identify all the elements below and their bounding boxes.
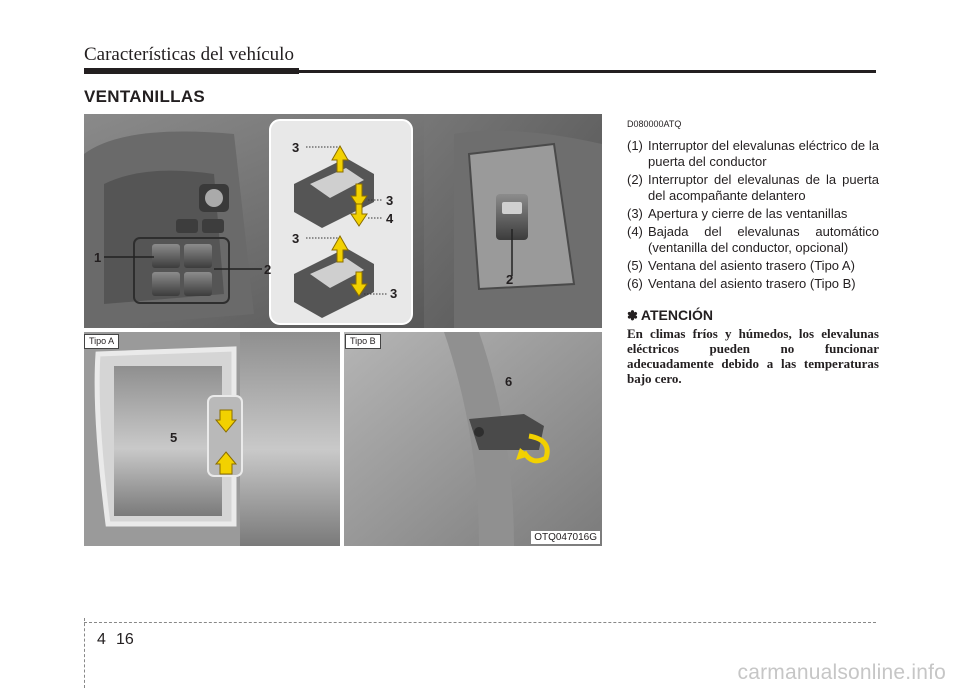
- header-title: Características del vehículo: [84, 44, 294, 65]
- page-chapter: 4: [97, 631, 106, 648]
- callout-2-passenger: 2: [506, 272, 514, 287]
- list-item-label: Ventana del asiento trasero (Tipo B): [648, 276, 856, 291]
- page-number: 16: [116, 631, 134, 648]
- list-item-number: (1): [627, 138, 643, 153]
- callout-3-bottom: 3: [390, 286, 398, 301]
- list-item-label: Ventana del asiento trasero (Tipo A): [648, 258, 855, 273]
- callout-5: 5: [170, 430, 178, 445]
- list-item-number: (3): [627, 206, 643, 221]
- figure-illustration: [84, 114, 602, 546]
- caution-title: [627, 307, 879, 324]
- callout-3-top: 3: [292, 140, 300, 155]
- footer-vertical-rule: [84, 618, 85, 688]
- list-item: [627, 276, 879, 292]
- list-item-number: (5): [627, 258, 643, 273]
- component-list: [627, 138, 879, 292]
- footer-rule: [84, 622, 876, 623]
- list-item-label: Interruptor del elevalunas de la puerta del acompañante delantero: [648, 172, 879, 203]
- window-controls-figure: [84, 114, 602, 546]
- list-item: [627, 224, 879, 256]
- list-item-label: Bajada del elevalunas automático (ventanilla del conductor, opcional): [648, 224, 879, 255]
- callout-3-mid: 3: [386, 193, 394, 208]
- caution-title-label: ATENCIÓN: [640, 307, 713, 323]
- list-item-number: (6): [627, 276, 643, 291]
- callout-3-low: 3: [292, 231, 300, 246]
- watermark: carmanualsonline.info: [737, 661, 946, 684]
- list-item-number: (4): [627, 224, 643, 239]
- section-code: D080000ATQ: [627, 119, 682, 129]
- list-item: [627, 138, 879, 170]
- list-item: [627, 172, 879, 204]
- tag-tipo-b: Tipo B: [345, 334, 381, 349]
- callout-2-driver: 2: [264, 262, 272, 277]
- callout-1: 1: [94, 250, 102, 265]
- text-column: [627, 116, 879, 386]
- list-item-label: Apertura y cierre de las ventanillas: [648, 206, 848, 221]
- figure-code: OTQ047016G: [531, 531, 600, 544]
- section-title: VENTANILLAS: [84, 87, 206, 106]
- caution-star-icon: ✽: [627, 308, 638, 323]
- caution-text: En climas fríos y húmedos, los elevalunas eléctricos pueden no funcionar adecuadamente debido a las temperaturas bajo cero.: [627, 326, 879, 386]
- callout-4: 4: [386, 211, 394, 226]
- list-item: [627, 206, 879, 222]
- tag-tipo-a: Tipo A: [84, 334, 119, 349]
- list-item-label: Interruptor del elevalunas eléctrico de la puerta del conductor: [648, 138, 879, 169]
- callout-6: 6: [505, 374, 513, 389]
- header-rule-accent: [84, 68, 299, 74]
- list-item-number: (2): [627, 172, 643, 187]
- list-item: [627, 258, 879, 274]
